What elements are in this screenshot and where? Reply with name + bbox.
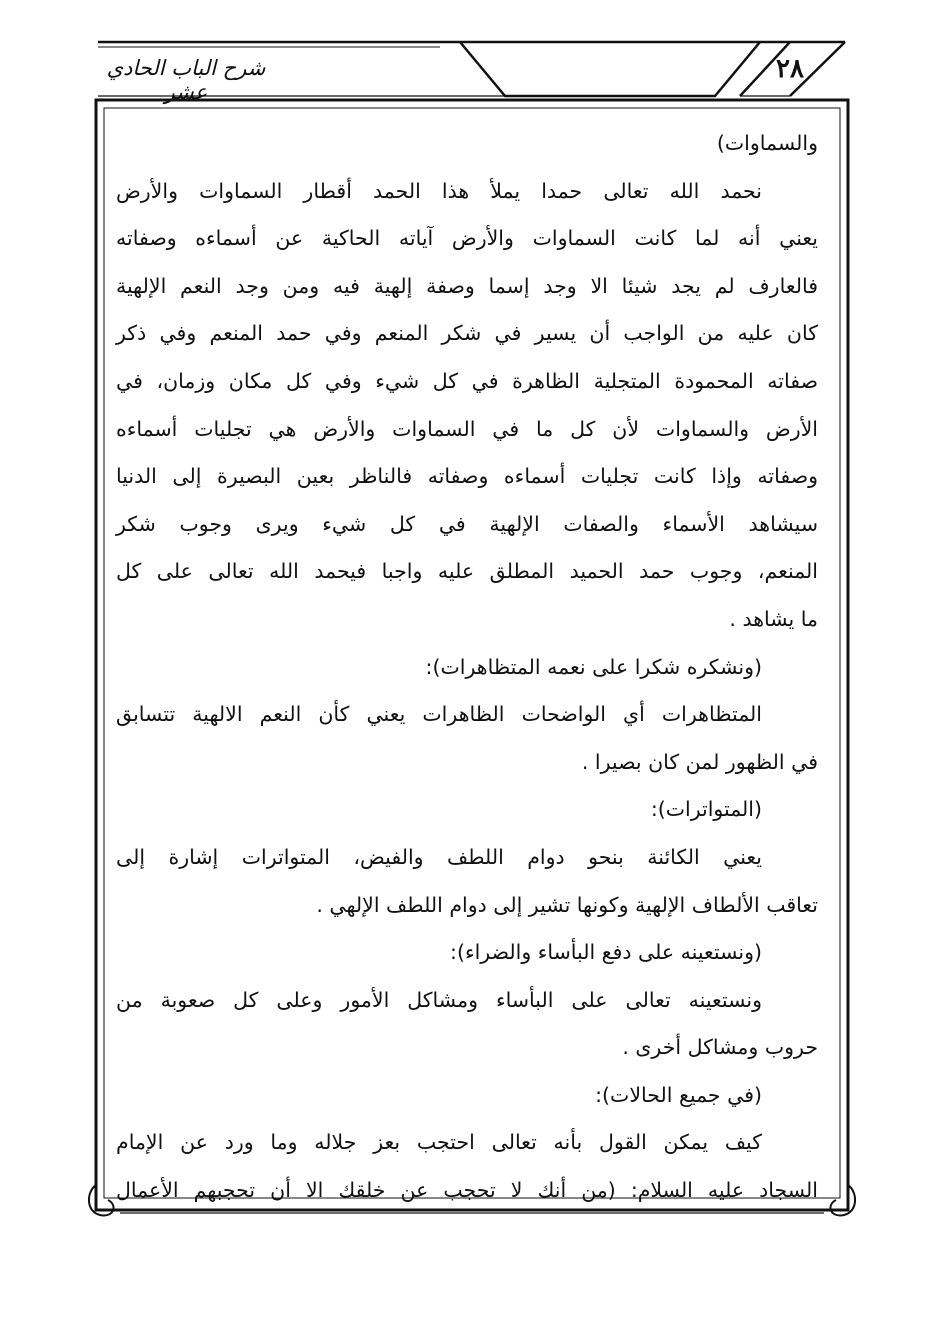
- text-line-20: حروب ومشاكل أخرى .: [622, 1035, 818, 1060]
- text-line-3: يعني أنه لما كانت السماوات والأرض آياته الحاكية عن أسماءه وصفاته: [116, 226, 818, 251]
- text-line-17: تعاقب الألطاف الإلهية وكونها تشير إلى دوام اللطف الإلهي .: [316, 892, 818, 917]
- text-line-13: المتظاهرات أي الواضحات الظاهرات يعني كأن النعم الالهية تتسابق: [116, 702, 762, 727]
- section-heading-1: (ونشكره شكرا على نعمه المتظاهرات):: [425, 654, 762, 679]
- text-line-19: ونستعينه تعالى على البأساء ومشاكل الأمور وعلى كل صعوبة من: [116, 987, 762, 1012]
- text-line-4: فالعارف لم يجد شيئا الا وجد إسما وصفة إلهية فيه ومن وجد النعم الإلهية: [116, 273, 818, 298]
- section-heading-4: (في جميع الحالات):: [595, 1082, 762, 1107]
- text-line-9: سيشاهد الأسماء والصفات الإلهية في كل شيء ويرى وجوب شكر: [116, 511, 818, 536]
- text-line-14: في الظهور لمن كان بصيرا .: [581, 749, 818, 774]
- text-line-10: المنعم، وجوب حمد الحميد المطلق عليه واجبا فيحمد الله تعالى على كل: [116, 559, 818, 584]
- text-line-11: ما يشاهد .: [729, 606, 818, 631]
- section-heading-2: (المتواترات):: [650, 797, 762, 822]
- text-line-7: الأرض والسماوات لأن كل ما في السماوات والأرض هي تجليات أسماءه: [116, 416, 818, 441]
- text-line-8: وصفاته وإذا كانت تجليات أسماءه وصفاته فالناظر بعين البصيرة إلى الدنيا: [116, 464, 818, 489]
- page-number: ٢٨: [776, 54, 804, 84]
- text-line-16: يعني الكائنة بنحو دوام اللطف والفيض، المتواترات إشارة إلى: [116, 844, 762, 869]
- text-line-23: السجاد عليه السلام: (من أنك لا تحجب عن خلقك الا أن تحجبهم الأعمال: [116, 1178, 818, 1203]
- text-line-22: كيف يمكن القول بأنه تعالى احتجب بعز جلاله وما ورد عن الإمام: [116, 1130, 762, 1155]
- text-line-1: والسماوات): [716, 131, 818, 155]
- page-body: [116, 120, 818, 1203]
- text-line-6: صفاته المحمودة المتجلية الظاهرة في كل شيء وفي كل مكان وزمان، في: [116, 368, 818, 393]
- section-heading-3: (ونستعينه على دفع البأساء والضراء):: [450, 940, 762, 965]
- text-line-5: كان عليه من الواجب أن يسير في شكر المنعم وفي حمد المنعم وفي ذكر: [116, 321, 818, 346]
- book-title: شرح الباب الحادي عشر: [106, 56, 266, 104]
- text-line-2: نحمد الله تعالى حمدا يملأ هذا الحمد أقطار السماوات والأرض: [116, 178, 762, 203]
